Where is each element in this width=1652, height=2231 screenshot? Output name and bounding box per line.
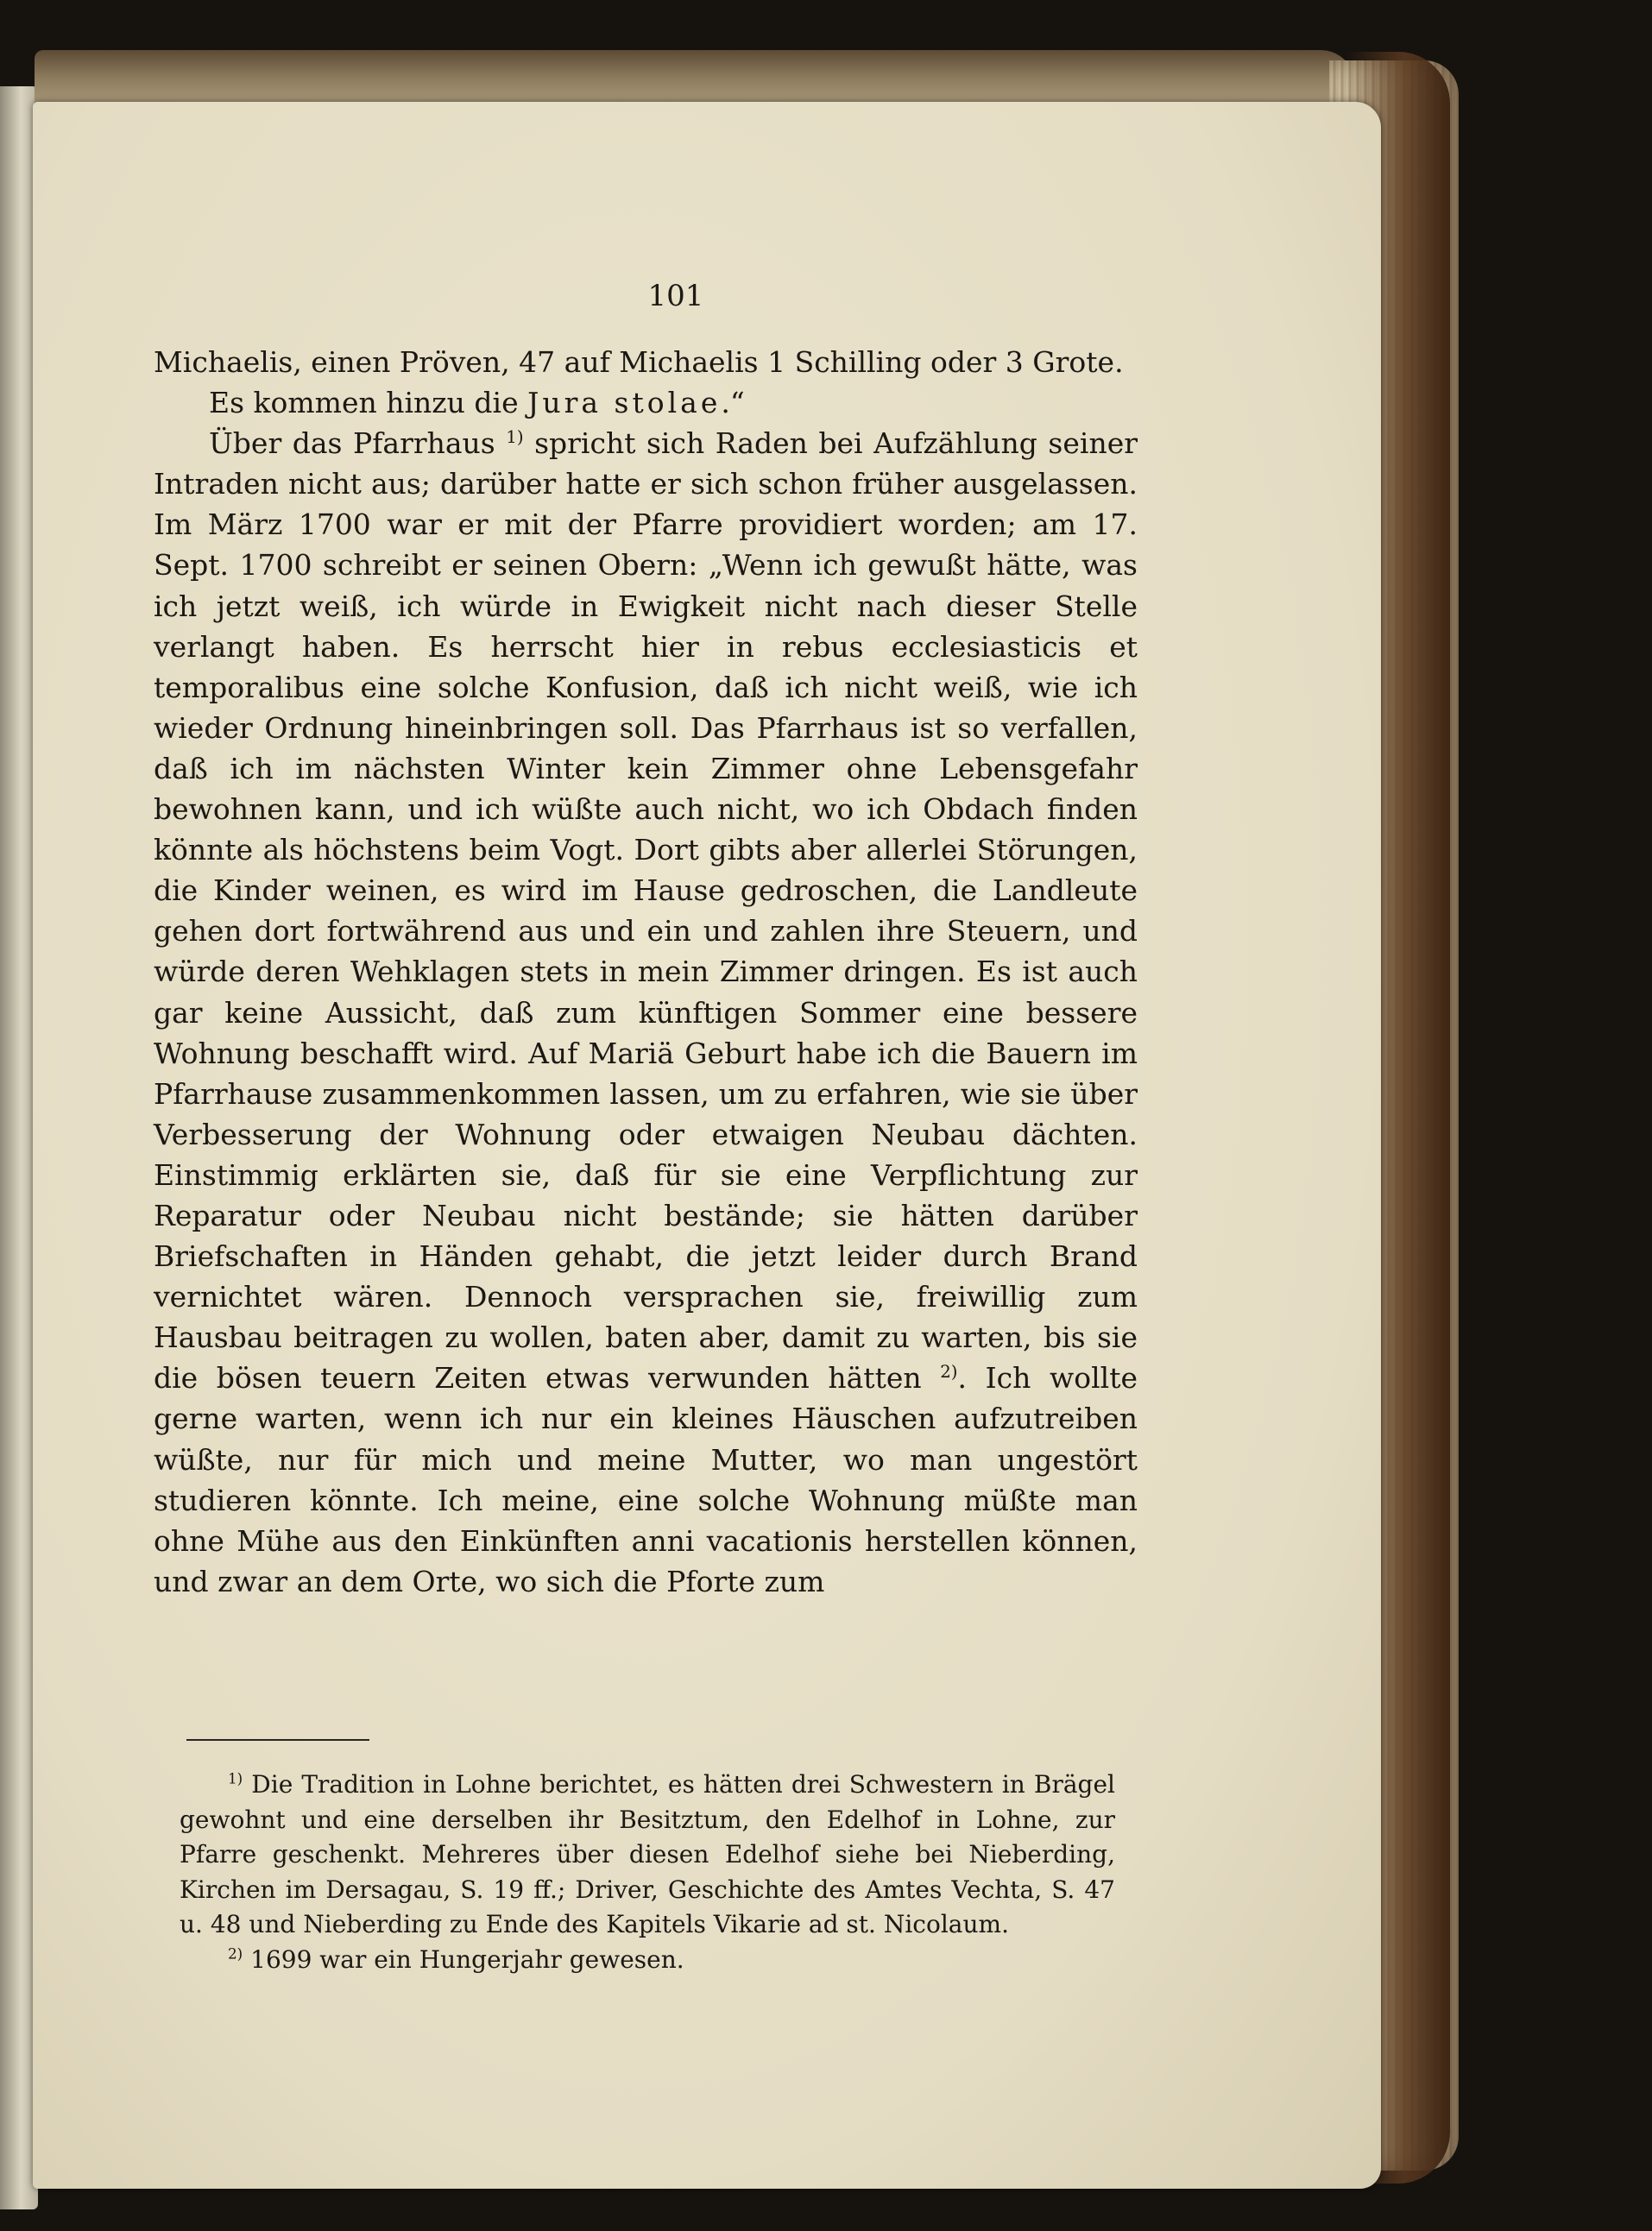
paragraph-3-start: Über das Pfarrhaus: [209, 426, 507, 461]
footnote-2: [180, 1943, 1115, 1978]
footnote-2-mark: 2): [228, 1944, 243, 1963]
paragraph-2: [154, 382, 1138, 423]
footnote-ref-2: 2): [940, 1362, 958, 1383]
paragraph-2-text: Es kommen hinzu die: [209, 386, 528, 420]
paragraph-3-end: . Ich wollte gerne warten, wenn ich nur ein kleines Häuschen aufzutreiben wüßte, nur für mich und meine Mutter, wo man ungestört studieren könnte. Ich meine, eine solche Wohnung müßte man ohne Mühe aus den Einkünften anni vacationis herstellen können, und zwar an dem Orte, wo sich die Pforte zum: [154, 1361, 1138, 1598]
page-number: 101: [647, 279, 704, 313]
book-page: [33, 102, 1381, 2189]
footnotes: [180, 1768, 1115, 1977]
paragraph-1-text: Michaelis, einen Pröven, 47 auf Michaelis 1 Schilling oder 3 Grote.: [154, 345, 1124, 379]
latin-term-spaced: Jura stolae: [527, 386, 722, 420]
footnote-2-text: 1699 war ein Hungerjahr gewesen.: [243, 1944, 684, 1974]
paragraph-3-body: spricht sich Raden bei Aufzählung seiner Intraden nicht aus; darüber hatte er sich schon früher ausgelassen. Im März 1700 war er mit der Pfarre providiert worden; am 17. Sept. 1700 schreibt er seinen Obern: „Wenn ich gewußt hätte, was ich jetzt weiß, ich würde in Ewigkeit nicht nach dieser Stelle verlangt haben. Es herrscht hier in rebus ecclesiasticis et temporalibus eine solche Konfusion, daß ich nicht weiß, wie ich wieder Ordnung hineinbringen soll. Das Pfarrhaus ist so verfallen, daß ich im nächsten Winter kein Zimmer ohne Lebensgefahr bewohnen kann, und ich wüßte auch nicht, wo ich Obdach finden könnte als höchstens beim Vogt. Dort gibts aber allerlei Störungen, die Kinder weinen, es wird im Hause gedroschen, die Landleute gehen dort fortwährend aus und ein und zahlen ihre Steuern, und würde deren Wehklagen stets in mein Zimmer dringen. Es ist auch gar keine Aussicht, daß zum künftigen Sommer eine bessere Wohnung beschafft wird. Auf Mariä Geburt habe ich die Bauern im Pfarrhause zusammenkommen lassen, um zu erfahren, wie sie über Verbesserung der Wohnung oder etwaigen Neubau dächten. Einstimmig erklärten sie, daß für sie eine Verpflichtung zur Reparatur oder Neubau nicht bestände; sie hätten darüber Briefschaften in Händen gehabt, die jetzt leider durch Brand vernichtet wären. Dennoch versprachen sie, freiwillig zum Hausbau beitragen zu wollen, baten aber, damit zu warten, bis sie die bösen teuern Zeiten etwas verwunden hätten: [154, 426, 1138, 1396]
footnote-separator: [186, 1739, 369, 1741]
footnote-ref-1: 1): [506, 427, 524, 448]
footnote-1: [180, 1768, 1115, 1943]
main-text: [154, 342, 1138, 1602]
paragraph-1: [154, 342, 1138, 382]
paragraph-3: [154, 423, 1138, 1602]
footnote-1-text: Die Tradition in Lohne berichtet, es hätten drei Schwestern in Brägel gewohnt und eine derselben ihr Besitztum, den Edelhof in Lohne, zur Pfarre geschenkt. Mehreres über diesen Edelhof siehe bei Nieberding, Kirchen im Dersagau, S. 19 ff.; Driver, Geschichte des Amtes Vechta, S. 47 u. 48 und Nieberding zu Ende des Kapitels Vikarie ad st. Nicolaum.: [180, 1770, 1115, 1938]
footnote-1-mark: 1): [228, 1769, 243, 1787]
paragraph-2-end: .“: [721, 386, 745, 420]
